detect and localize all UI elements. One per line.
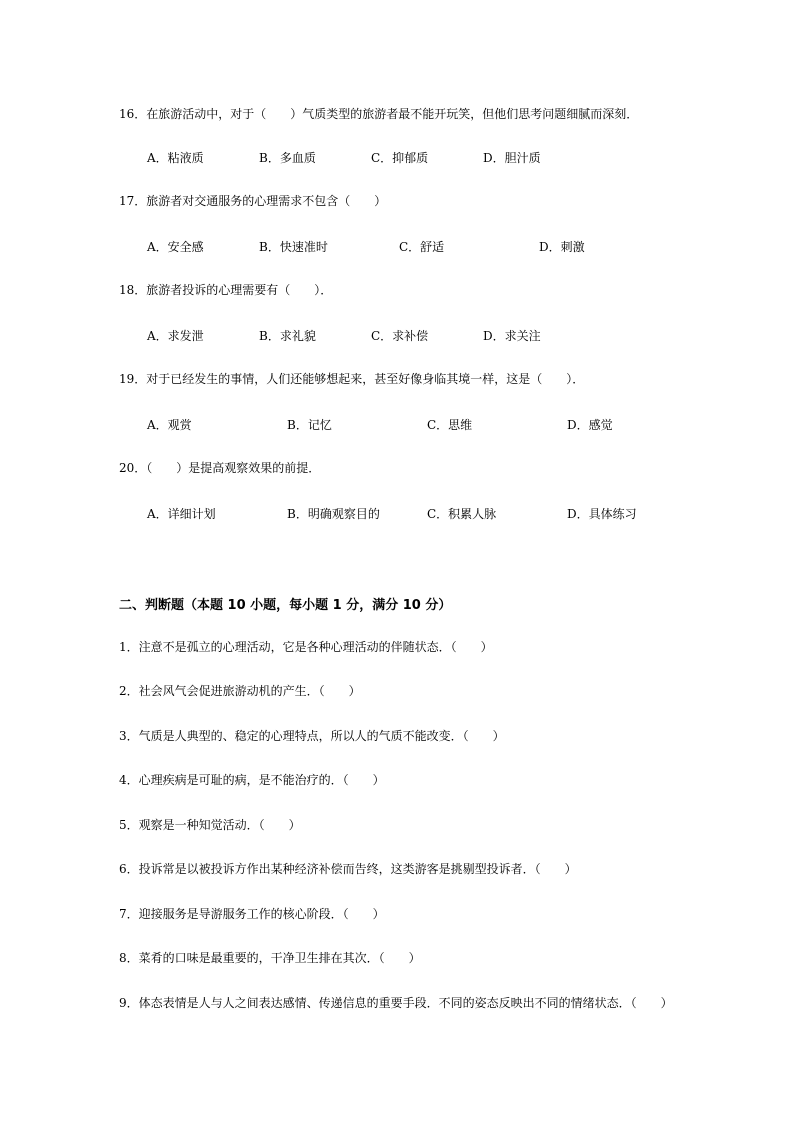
q16-option-b: B．多血质 (259, 151, 316, 165)
q19-option-c: C．思维 (427, 418, 473, 432)
q20-option-d: D．具体练习 (567, 507, 637, 521)
q19-option-b: B．记忆 (287, 418, 332, 432)
question-17: 17．旅游者对交通服务的心理需求不包含（ ） (119, 194, 387, 208)
judge-item-7: 7．迎接服务是导游服务工作的核心阶段．（ ） (119, 907, 385, 921)
q16-option-a: A．粘液质 (147, 151, 204, 165)
q17-option-a: A．安全感 (147, 240, 204, 254)
q20-option-c: C．积累人脉 (427, 507, 497, 521)
section-2-heading: 二、判断题（本题 10 小题，每小题 1 分，满分 10 分） (119, 598, 452, 613)
judge-item-1: 1．注意不是孤立的心理活动，它是各种心理活动的伴随状态．（ ） (119, 640, 493, 654)
q20-option-b: B．明确观察目的 (287, 507, 380, 521)
judge-item-8: 8．菜肴的口味是最重要的，干净卫生排在其次．（ ） (119, 951, 421, 965)
q18-option-b: B．求礼貌 (259, 329, 316, 343)
q17-option-c: C．舒适 (399, 240, 445, 254)
judge-item-2: 2．社会风气会促进旅游动机的产生．（ ） (119, 684, 361, 698)
judge-item-5: 5．观察是一种知觉活动．（ ） (119, 818, 301, 832)
question-19: 19．对于已经发生的事情，人们还能够想起来，甚至好像身临其境一样，这是（ ）． (119, 372, 585, 386)
q17-option-b: B．快速准时 (259, 240, 328, 254)
judge-item-6: 6．投诉常是以被投诉方作出某种经济补偿而告终，这类游客是挑剔型投诉者．（ ） (119, 862, 577, 876)
q18-option-c: C．求补偿 (371, 329, 429, 343)
judge-item-3: 3．气质是人典型的、稳定的心理特点，所以人的气质不能改变．（ ） (119, 729, 505, 743)
q16-option-d: D．胆汁质 (483, 151, 541, 165)
q18-option-d: D．求关注 (483, 329, 541, 343)
judge-item-4: 4．心理疾病是可耻的病，是不能治疗的．（ ） (119, 773, 385, 787)
q18-option-a: A．求发泄 (147, 329, 204, 343)
q19-option-a: A．观赏 (147, 418, 192, 432)
q16-option-c: C．抑郁质 (371, 151, 429, 165)
q19-option-d: D．感觉 (567, 418, 613, 432)
q17-option-d: D．刺激 (539, 240, 585, 254)
question-16: 16．在旅游活动中，对于（ ）气质类型的旅游者最不能开玩笑，但他们思考问题细腻而深刻． (119, 107, 639, 121)
question-18: 18．旅游者投诉的心理需要有（ ）． (119, 283, 333, 297)
q20-option-a: A．详细计划 (147, 507, 216, 521)
judge-item-9: 9．体态表情是人与人之间表达感情、传递信息的重要手段．不同的姿态反映出不同的情绪状态．（ ） (119, 996, 673, 1010)
question-20: 20．（ ）是提高观察效果的前提． (119, 461, 321, 475)
